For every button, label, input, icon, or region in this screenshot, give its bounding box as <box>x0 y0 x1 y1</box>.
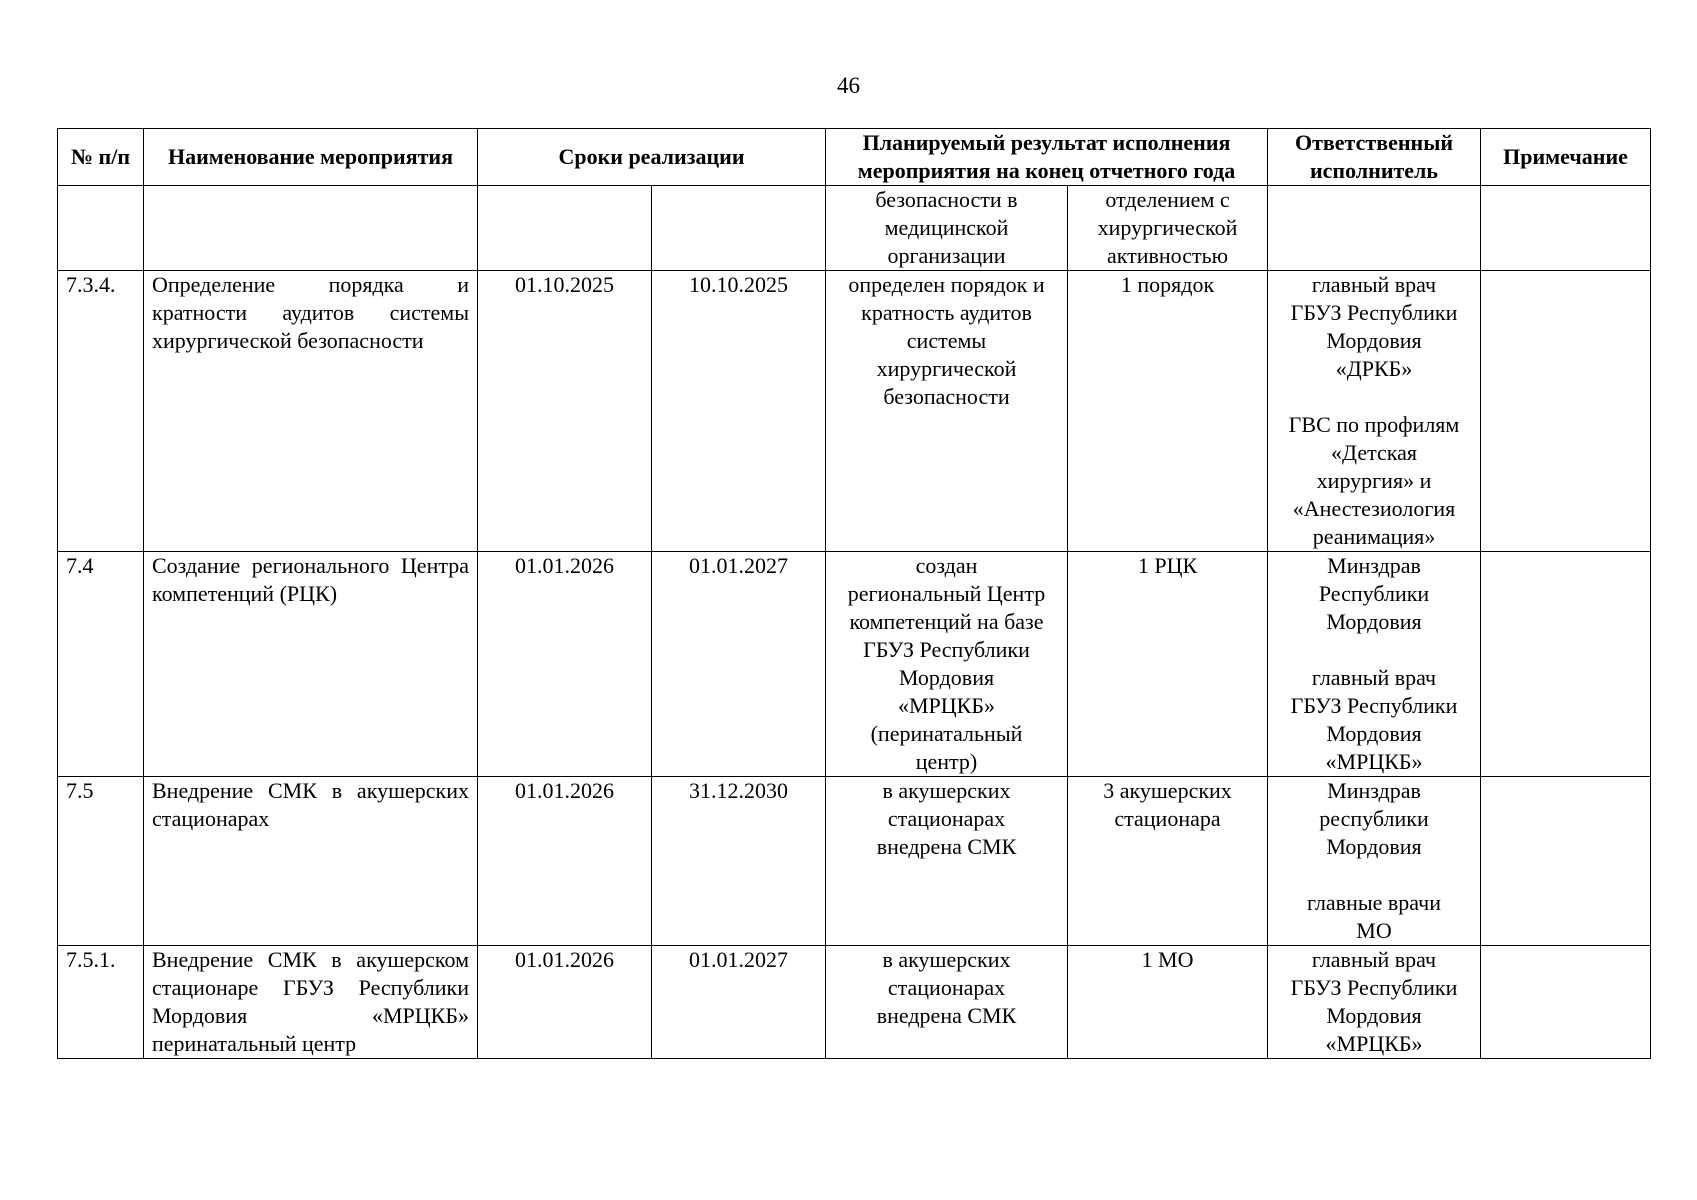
result-indicator <box>1068 552 1268 777</box>
responsible-executor-line: «ДРКБ» <box>1335 356 1413 381</box>
start-date: 01.01.2026 <box>478 777 652 946</box>
result-indicator <box>1068 186 1268 271</box>
responsible-executor-line <box>1276 861 1472 889</box>
header-responsible: Ответственный исполнитель <box>1268 129 1481 186</box>
result-indicator-line: активностью <box>1106 243 1229 268</box>
page-number: 46 <box>837 73 860 98</box>
responsible-executor-line <box>1276 636 1472 664</box>
note <box>1481 946 1651 1059</box>
result-indicator <box>1068 777 1268 946</box>
responsible-executor <box>1268 946 1481 1059</box>
activity-name: Создание регионального Центра компетенций (РЦК) <box>144 552 478 777</box>
header-name: Наименование мероприятия <box>144 129 478 186</box>
row-number: 7.3.4. <box>58 271 144 552</box>
responsible-executor-line: Минздрав <box>1327 778 1421 803</box>
planned-result-line: кратность аудитов <box>861 300 1032 325</box>
note <box>1481 777 1651 946</box>
activity-name: Определение порядка и кратности аудитов системы хирургической безопасности <box>144 271 478 552</box>
planned-result-line: (перинатальный <box>870 721 1023 746</box>
planned-result-line: системы <box>906 328 987 353</box>
note <box>1481 186 1651 271</box>
planned-result-line: в акушерских <box>882 778 1011 803</box>
end-date: 10.10.2025 <box>652 271 826 552</box>
responsible-executor-line: «Анестезиология <box>1292 496 1456 521</box>
result-indicator <box>1068 946 1268 1059</box>
responsible-executor <box>1268 186 1481 271</box>
planned-result-line: «МРЦКБ» <box>898 693 995 718</box>
responsible-executor-line: главный врач <box>1311 947 1437 972</box>
responsible-executor-line: Мордовия <box>1326 834 1422 859</box>
end-date: 01.01.2027 <box>652 946 826 1059</box>
responsible-executor <box>1268 777 1481 946</box>
responsible-executor-line: «Детская <box>1331 440 1417 465</box>
responsible-executor <box>1268 552 1481 777</box>
header-note: Примечание <box>1481 129 1651 186</box>
activity-name <box>144 186 478 271</box>
result-indicator-line: отделением с <box>1105 187 1230 212</box>
responsible-executor-line: хирургия» и <box>1316 468 1432 493</box>
planned-result <box>826 946 1068 1059</box>
responsible-executor-line: главный врач <box>1311 665 1437 690</box>
header-num: № п/п <box>58 129 144 186</box>
result-indicator-line: 1 порядок <box>1120 272 1215 297</box>
responsible-executor-line: Мордовия <box>1326 1003 1422 1028</box>
planned-result-line: хирургической <box>876 356 1017 381</box>
planned-result-line: безопасности <box>883 384 1010 409</box>
end-date: 01.01.2027 <box>652 552 826 777</box>
planned-result <box>826 552 1068 777</box>
responsible-executor-line: республики <box>1319 806 1429 831</box>
responsible-executor-line: Мордовия <box>1326 721 1422 746</box>
planned-result-line: стационарах <box>887 975 1006 1000</box>
planned-result-line: медицинской <box>884 215 1009 240</box>
header-dates: Сроки реализации <box>478 129 826 186</box>
responsible-executor <box>1268 271 1481 552</box>
responsible-executor-line: главный врач <box>1311 272 1437 297</box>
table-row <box>58 552 1651 777</box>
responsible-executor-line: «МРЦКБ» <box>1325 749 1423 774</box>
planned-result-line: безопасности в <box>875 187 1018 212</box>
start-date: 01.10.2025 <box>478 271 652 552</box>
responsible-executor-line: МО <box>1356 918 1392 943</box>
start-date: 01.01.2026 <box>478 552 652 777</box>
table-row <box>58 777 1651 946</box>
planned-result-line: стационарах <box>887 806 1006 831</box>
result-indicator-line: 1 РЦК <box>1137 553 1198 578</box>
responsible-executor-line: ГБУЗ Республики <box>1290 975 1458 1000</box>
start-date <box>478 186 652 271</box>
planned-result-line: создан <box>915 553 978 578</box>
responsible-executor-line: Республики <box>1318 581 1430 606</box>
responsible-executor-line: реанимация» <box>1312 524 1436 549</box>
planned-result <box>826 777 1068 946</box>
planned-result-line: Мордовия <box>898 665 995 690</box>
responsible-executor-line: ГБУЗ Республики <box>1290 693 1458 718</box>
note <box>1481 552 1651 777</box>
result-indicator-line: 3 акушерских <box>1103 778 1232 803</box>
responsible-executor-line: Мордовия <box>1326 609 1422 634</box>
row-number <box>58 186 144 271</box>
planned-result-line: ГБУЗ Республики <box>863 637 1030 662</box>
table-row <box>58 186 1651 271</box>
result-indicator-line: хирургической <box>1097 215 1238 240</box>
activities-table <box>57 128 1651 1059</box>
activity-name: Внедрение СМК в акушерском стационаре ГБУЗ Республики Мордовия «МРЦКБ» перинатальный центр <box>144 946 478 1059</box>
header-result: Планируемый результат исполнения мероприятия на конец отчетного года <box>826 129 1268 186</box>
planned-result-line: в акушерских <box>882 947 1011 972</box>
responsible-executor-line <box>1276 383 1472 411</box>
planned-result-line: компетенций на базе <box>849 609 1044 634</box>
result-indicator <box>1068 271 1268 552</box>
planned-result-line: региональный Центр <box>847 581 1046 606</box>
end-date <box>652 186 826 271</box>
end-date: 31.12.2030 <box>652 777 826 946</box>
planned-result-line: определен порядок и <box>848 272 1045 297</box>
planned-result-line: центр) <box>915 749 978 774</box>
result-indicator-line: 1 МО <box>1141 947 1194 972</box>
planned-result-line: внедрена СМК <box>876 1003 1017 1028</box>
responsible-executor-line: Минздрав <box>1327 553 1421 578</box>
planned-result <box>826 271 1068 552</box>
row-number: 7.4 <box>58 552 144 777</box>
responsible-executor-line: «МРЦКБ» <box>1325 1031 1423 1056</box>
header-row <box>58 129 1651 186</box>
responsible-executor-line: главные врачи <box>1307 890 1441 915</box>
responsible-executor-line: ГВС по профилям <box>1288 412 1460 437</box>
planned-result-line: внедрена СМК <box>876 834 1017 859</box>
table-row <box>58 946 1651 1059</box>
row-number: 7.5.1. <box>58 946 144 1059</box>
start-date: 01.01.2026 <box>478 946 652 1059</box>
table-row <box>58 271 1651 552</box>
row-number: 7.5 <box>58 777 144 946</box>
activity-name: Внедрение СМК в акушерских стационарах <box>144 777 478 946</box>
planned-result-line: организации <box>887 243 1006 268</box>
result-indicator-line: стационара <box>1114 806 1221 831</box>
responsible-executor-line: Мордовия <box>1326 328 1422 353</box>
responsible-executor-line: ГБУЗ Республики <box>1290 300 1458 325</box>
planned-result <box>826 186 1068 271</box>
note <box>1481 271 1651 552</box>
